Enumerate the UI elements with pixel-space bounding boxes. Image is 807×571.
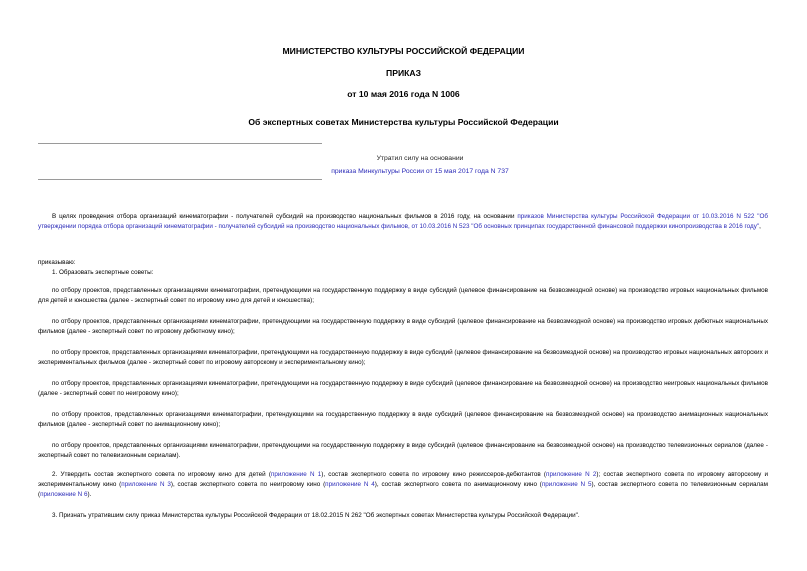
appendix-5-link[interactable]: приложение N 5	[541, 481, 592, 489]
appendix-3-link[interactable]: приложение N 3	[121, 481, 171, 489]
top-divider	[38, 143, 322, 144]
document-date-number: от 10 мая 2016 года N 1006	[347, 89, 460, 99]
council-item: по отбору проектов, представленных организациями кинематографии, претендующими на государственную поддержку в виде субсидий (целевое финансирование на безвозмездной основе) на производство неигровых национальных фильмов (далее - экспертный совет по неигровому кино);	[38, 380, 768, 398]
bottom-divider	[38, 179, 322, 180]
item2-paragraph: 2. Утвердить состав экспертного совета по игровому кино для детей (приложение N 1), состав экспертного совета по игровому кино режиссеров-дебютантов (приложение N 2); состав экспертного совета по игровому авторскому и экспериментальному кино (приложение N 3), состав экспертного совета по неигровому кино (приложение N 4), состав экспертного совета по анимационному кино (приложение N 5), состав экспертного совета по телевизионным сериалам (приложение N 6).	[38, 471, 768, 499]
order-word: приказываю:	[38, 259, 76, 266]
preamble-text: В целях проведения отбора организаций кинематографии - получателей субсидий на производство национальных фильмов в 2016 году, на основании	[52, 213, 518, 220]
preamble-orders-link[interactable]: приказов Министерства культуры Российской Федерации от 10.03.2016 N 522 "Об утверждении порядка отбора организаций кинематографии - получателей субсидий на производство национальных фильмов, от 10.03.2016 N 523 "Об основных принципах государственной финансовой поддержки кинопроизводства в 2016 году"	[38, 213, 768, 231]
council-item: по отбору проектов, представленных организациями кинематографии, претендующими на государственную поддержку в виде субсидий (целевое финансирование на безвозмездной основе) на производство игровых национальных фильмов для детей и юношества (далее - экспертный совет по игровому кино для детей и юношества);	[38, 287, 768, 305]
appendix-4-link[interactable]: приложение N 4	[325, 481, 375, 489]
council-item: по отбору проектов, представленных организациями кинематографии, претендующими на государственную поддержку в виде субсидий (целевое финансирование на безвозмездной основе) на производство телевизионных сериалов (далее - экспертный совет по телевизионным сериалам).	[38, 442, 768, 460]
council-item: по отбору проектов, представленных организациями кинематографии, претендующими на государственную поддержку в виде субсидий (целевое финансирование на безвозмездной основе) на производство анимационных национальных фильмов (далее - экспертный совет по анимационному кино);	[38, 411, 768, 429]
document-title: Об экспертных советах Министерства культуры Российской Федерации	[248, 117, 559, 127]
expired-note	[270, 152, 570, 178]
preamble-paragraph: В целях проведения отбора организаций кинематографии - получателей субсидий на производство национальных фильмов в 2016 году, на основании приказов Министерства культуры Российской Федерации от 10.03.2016 N 522 "Об утверждении порядка отбора организаций кинематографии - получателей субсидий на производство национальных фильмов, от 10.03.2016 N 523 "Об основных принципах государственной финансовой поддержки кинопроизводства в 2016 году",	[38, 213, 768, 231]
item3-paragraph: 3. Признать утратившим силу приказ Министерства культуры Российской Федерации от 18.02.2015 N 262 "Об экспертных советах Министерства культуры Российской Федерации".	[52, 512, 580, 519]
appendix-2-link[interactable]: приложение N 2	[546, 471, 597, 478]
item1-heading: 1. Образовать экспертные советы:	[52, 269, 154, 276]
appendix-6-link[interactable]: приложение N 6	[40, 491, 88, 499]
council-item: по отбору проектов, представленных организациями кинематографии, претендующими на государственную поддержку в виде субсидий (целевое финансирование на безвозмездной основе) на производство игровых национальных авторских и экспериментальных фильмов (далее - экспертный совет по игровому авторскому и экспериментальному кино);	[38, 349, 768, 367]
document-type: ПРИКАЗ	[386, 68, 421, 78]
council-item: по отбору проектов, представленных организациями кинематографии, претендующими на государственную поддержку в виде субсидий (целевое финансирование на безвозмездной основе) на производство игровых дебютных национальных фильмов (далее - экспертный совет по игровому дебютному кино);	[38, 318, 768, 336]
expired-note-text: Утратил силу на основании	[376, 155, 464, 162]
expired-note-link[interactable]: приказа Минкультуры России от 15 мая 2017 года N 737	[331, 168, 509, 175]
ministry-heading: МИНИСТЕРСТВО КУЛЬТУРЫ РОССИЙСКОЙ ФЕДЕРАЦИИ	[282, 46, 525, 56]
appendix-1-link[interactable]: приложение N 1	[270, 471, 322, 478]
